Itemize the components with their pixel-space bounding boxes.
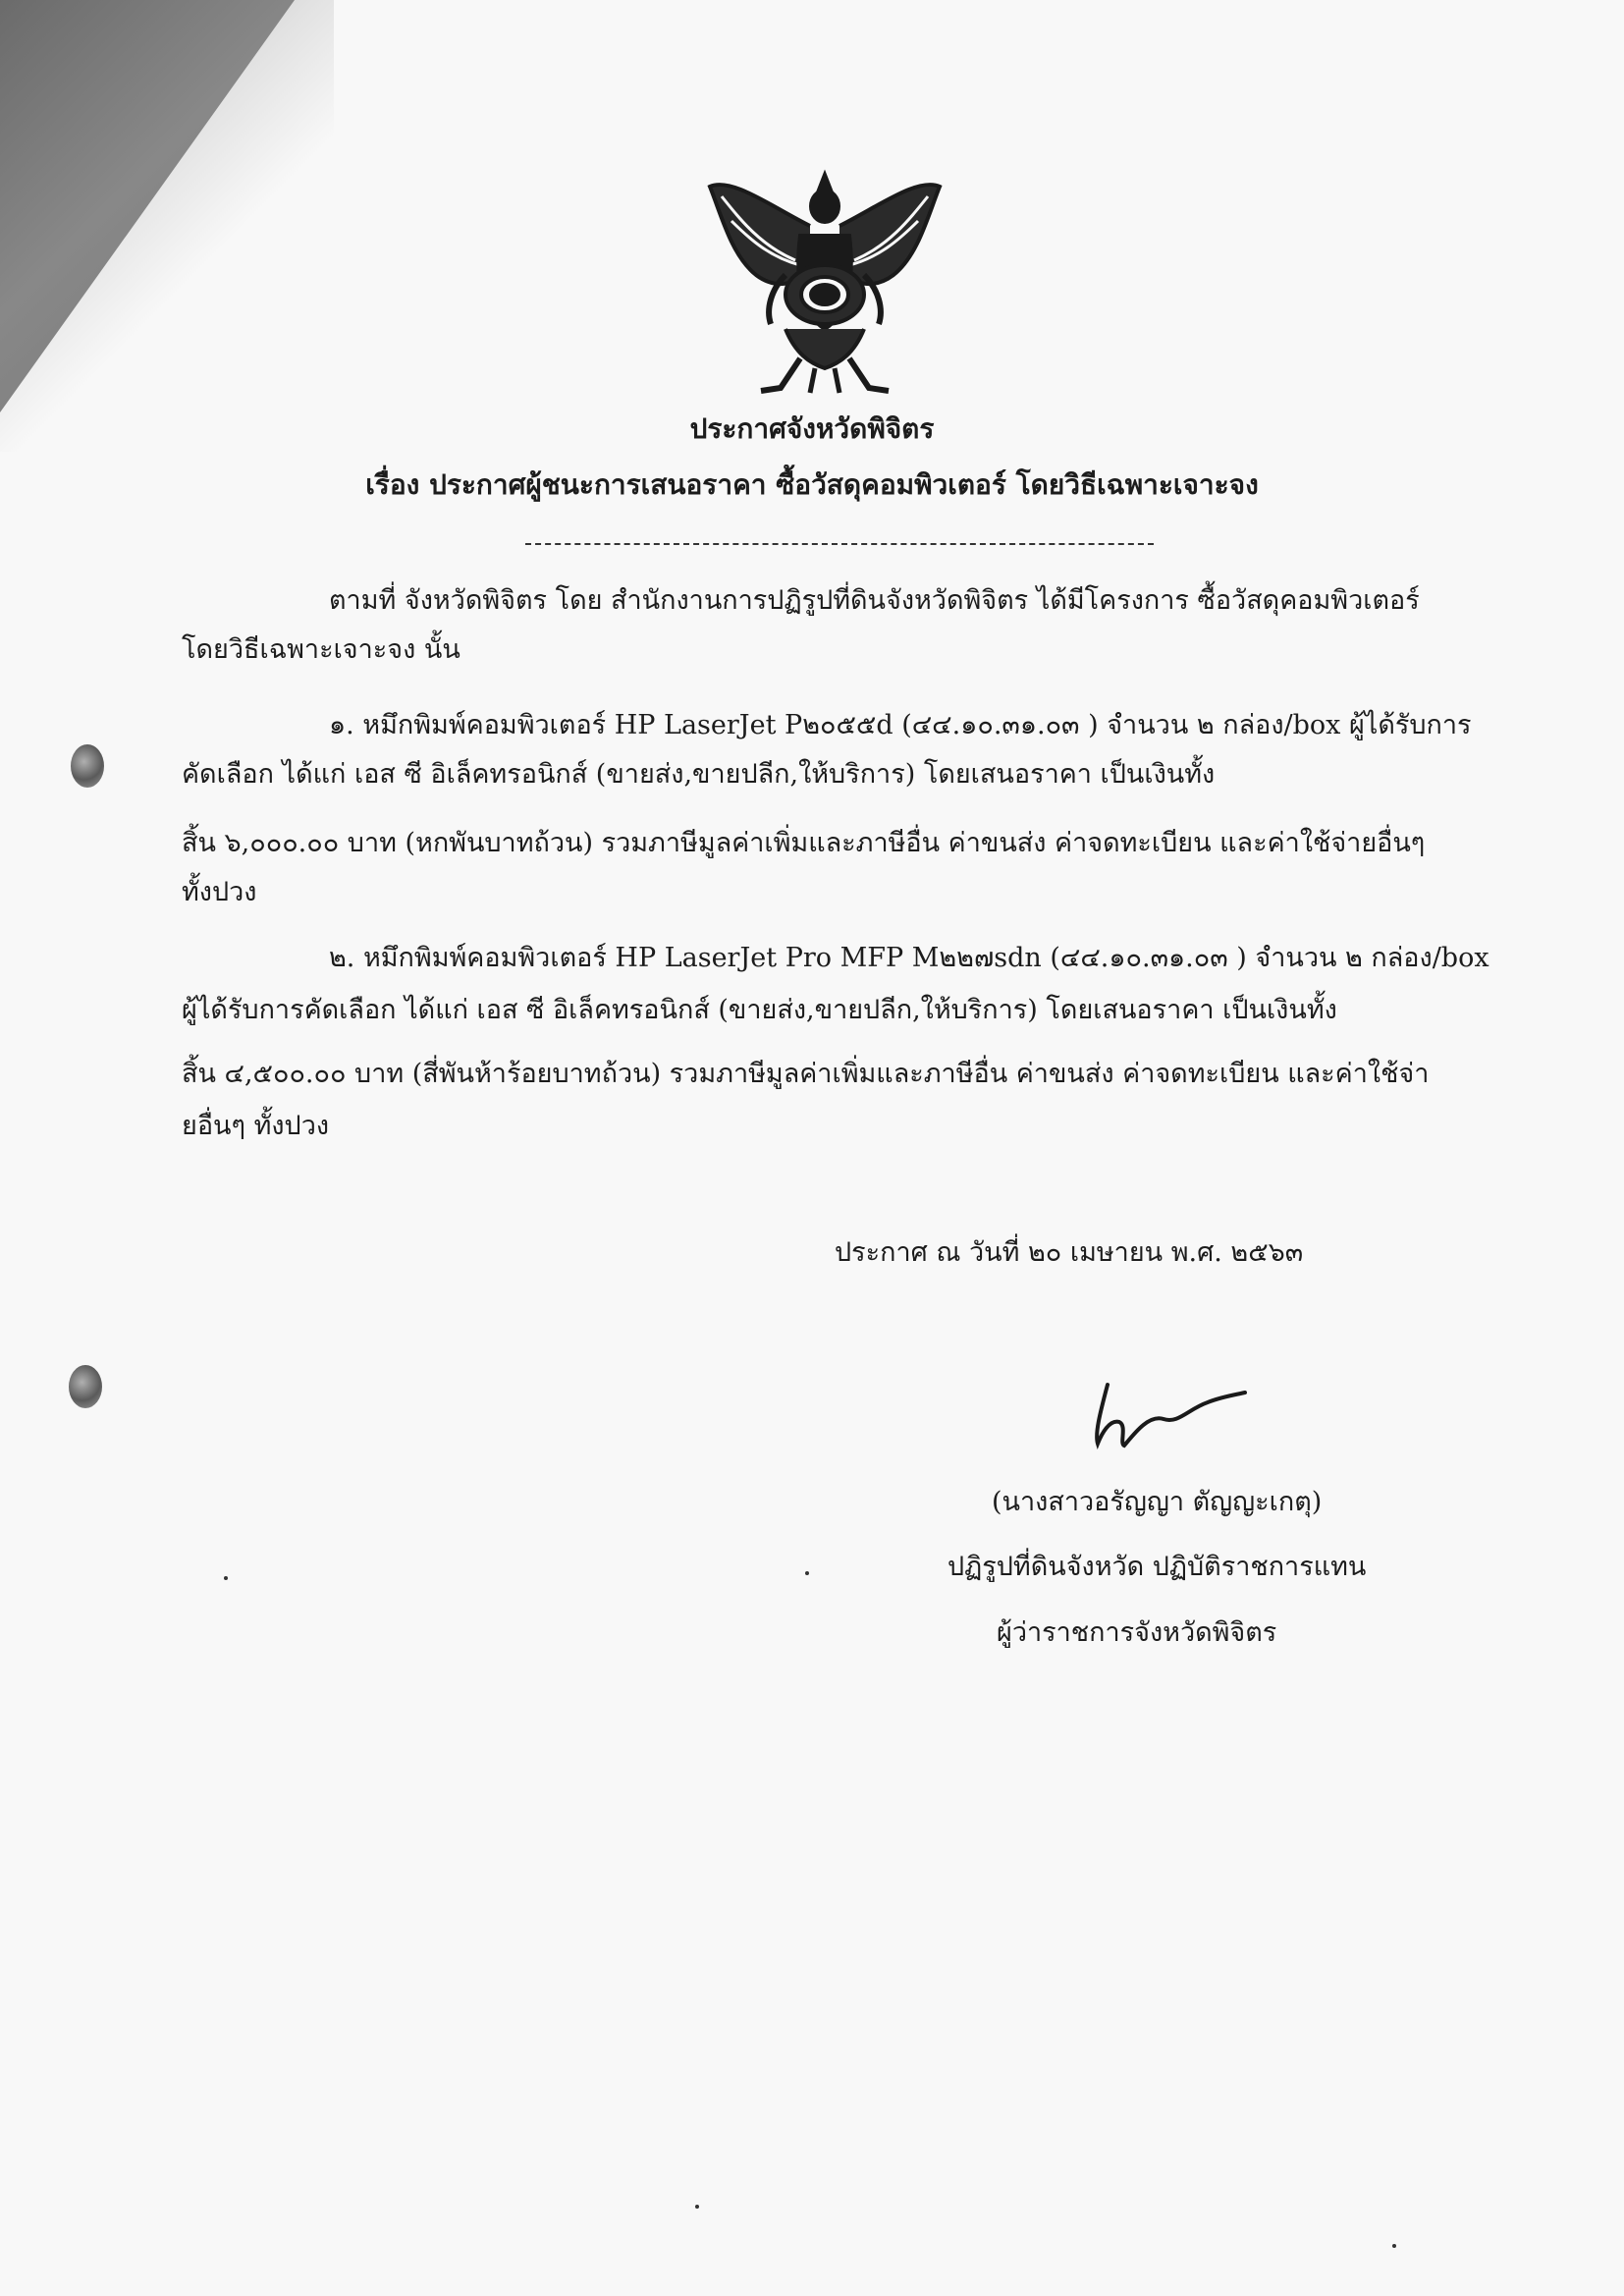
item-1-line: สิ้น ๖,๐๐๐.๐๐ บาท (หกพันบาทถ้วน) รวมภาษีมูลค่าเพิ่มและภาษีอื่น ค่าขนส่ง ค่าจดทะเบียน และค่าใช้จ่ายอื่นๆ <box>182 828 1426 858</box>
garuda-emblem-icon <box>702 167 947 398</box>
document-title: ประกาศจังหวัดพิจิตร <box>689 412 935 445</box>
intro-line: ตามที่ จังหวัดพิจิตร โดย สำนักงานการปฏิรูปที่ดินจังหวัดพิจิตร ได้มีโครงการ ซื้อวัสดุคอมพิวเตอร์ <box>329 585 1420 616</box>
item-2-line: ๒. หมึกพิมพ์คอมพิวเตอร์ HP LaserJet Pro MFP M๒๒๗sdn (๔๔.๑๐.๓๑.๐๓ ) จำนวน ๒ กล่อง/box <box>329 943 1489 973</box>
item-2-line: สิ้น ๔,๕๐๐.๐๐ บาท (สี่พันห้าร้อยบาทถ้วน) รวมภาษีมูลค่าเพิ่มและภาษีอื่น ค่าขนส่ง ค่าจดทะเบียน และค่าใช้จ่า <box>182 1059 1430 1089</box>
announcement-date: ประกาศ ณ วันที่ ๒๐ เมษายน พ.ศ. ๒๕๖๓ <box>835 1237 1304 1268</box>
scan-shadow-fade <box>0 0 334 452</box>
scan-speck <box>695 2205 699 2209</box>
signatory-position: ปฏิรูปที่ดินจังหวัด ปฏิบัติราชการแทน <box>947 1552 1367 1582</box>
scan-speck <box>224 1576 228 1580</box>
document-subject: เรื่อง ประกาศผู้ชนะการเสนอราคา ซื้อวัสดุคอมพิวเตอร์ โดยวิธีเฉพาะเจาะจง <box>365 468 1259 501</box>
punch-hole <box>69 1365 102 1408</box>
item-1-line: ๑. หมึกพิมพ์คอมพิวเตอร์ HP LaserJet P๒๐๕๕d (๔๔.๑๐.๓๑.๐๓ ) จำนวน ๒ กล่อง/box ผู้ได้รับการ <box>329 710 1472 740</box>
item-1-line: คัดเลือก ได้แก่ เอส ซี อิเล็คทรอนิกส์ (ขายส่ง,ขายปลีก,ให้บริการ) โดยเสนอราคา เป็นเงินทั้ง <box>182 759 1216 790</box>
signatory-position: ผู้ว่าราชการจังหวัดพิจิตร <box>997 1617 1277 1648</box>
scan-speck <box>1392 2244 1396 2248</box>
scan-speck <box>805 1571 809 1575</box>
divider-line <box>525 543 1154 545</box>
item-1-line: ทั้งปวง <box>182 877 257 907</box>
intro-line: โดยวิธีเฉพาะเจาะจง นั้น <box>182 634 460 665</box>
punch-hole <box>71 744 104 788</box>
item-2-line: ยอื่นๆ ทั้งปวง <box>182 1111 330 1141</box>
item-2-line: ผู้ได้รับการคัดเลือก ได้แก่ เอส ซี อิเล็คทรอนิกส์ (ขายส่ง,ขายปลีก,ให้บริการ) โดยเสนอราคา เป็นเงินทั้ง <box>182 995 1337 1025</box>
signatory-name: (นางสาวอรัญญา ตัญญะเกตุ) <box>992 1487 1323 1517</box>
signature-icon <box>1080 1375 1247 1463</box>
